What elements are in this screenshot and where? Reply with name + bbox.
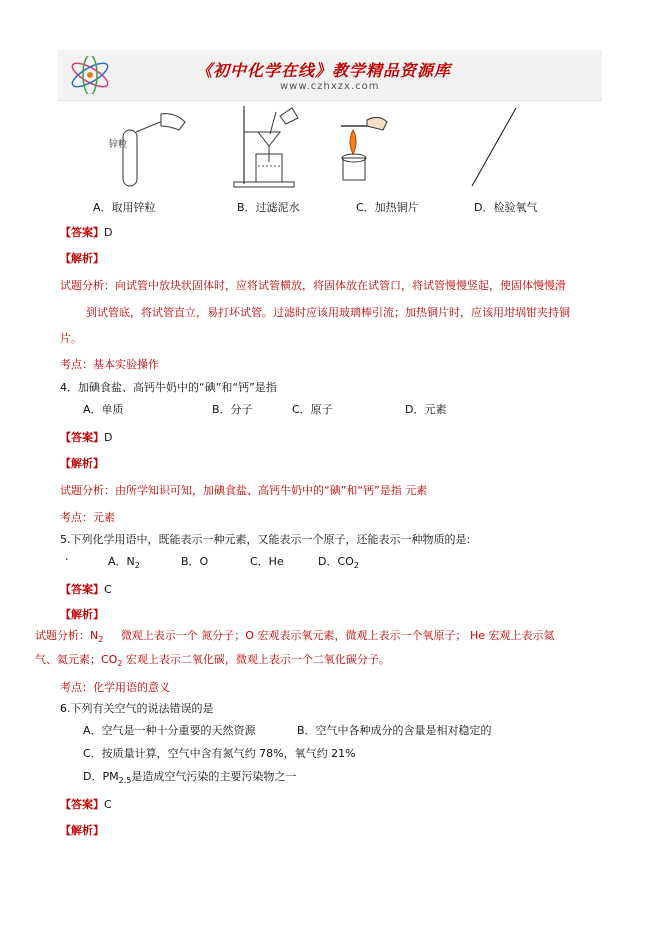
q5-option-d: D．$CO_2$ [318, 555, 359, 571]
q6-analysis-label: 【解析】 [60, 824, 104, 837]
q4-option-c: C．原子 [292, 403, 333, 416]
answer-value: D [104, 226, 113, 239]
filter-illustration [230, 104, 310, 190]
q6-stem: 6.下列有关空气的说法错误的是 [60, 702, 214, 715]
q5-stem: 5.下列化学用语中，既能表示一种元素，又能表示一个原子，还能表示一种物质的是: [60, 533, 471, 546]
q6-option-b: B．空气中各种成分的含量是相对稳定的 [297, 724, 492, 737]
q5-analysis-line2: 气、氦元素；$CO_2$ 宏观上表示二氧化碳，微观上表示一个二氧化碳分子。 [35, 653, 390, 669]
q5-answer: 【答案】C [60, 583, 112, 596]
q6-answer: 【答案】C [60, 798, 112, 811]
banner-url: www.czhxzx.com [280, 81, 380, 92]
q5-option-b: B．O [181, 555, 209, 568]
q3-option-d: D．检验氧气 [474, 201, 538, 214]
q3-option-a: A．取用锌粒 [93, 201, 156, 214]
q5-bullet: · [65, 553, 69, 566]
q3-option-b: B．过滤泥水 [237, 201, 300, 214]
q4-option-b: B．分子 [212, 403, 253, 416]
q3-option-c: C．加热铜片 [356, 201, 419, 214]
q3-answer [60, 224, 112, 240]
q4-analysis-label: 【解析】 [60, 457, 104, 470]
q3-analysis-line3: 片。 [60, 332, 82, 345]
answer-label: 【答案】 [60, 226, 104, 239]
heating-illustration [337, 108, 397, 186]
q4-option-d: D．元素 [405, 403, 447, 416]
q4-option-a: A．单质 [83, 403, 124, 416]
oxygen-check-line [468, 106, 520, 188]
tube-label: 锌粒 [109, 140, 128, 150]
q3-analysis-line2: 到试管底，将试管直立，易打坏试管。过滤时应该用玻璃棒引流；加热铜片时，应该用坩埚钳夹持铜 [86, 306, 570, 319]
q5-option-c: C．He [250, 555, 284, 568]
q6-option-d: D．$PM_{2.5}$是造成空气污染的主要污染物之一 [83, 770, 297, 786]
q3-kaodian: 考点：基本实验操作 [60, 358, 159, 371]
q4-analysis: 试题分析：由所学知识可知，加碘食盐、高钙牛奶中的“碘”和“钙”是指 元素 [60, 484, 428, 497]
q5-analysis-line1: 试题分析：$N_2$ 微观上表示一个 氮分子；O 宏观表示氧元素，微观上表示一个氧原子； He 宏观上表示氦 [35, 629, 555, 645]
q4-kaodian: 考点：元素 [60, 511, 115, 524]
q4-answer: 【答案】D [60, 431, 113, 444]
q5-option-a: A．$N_2$ [108, 555, 140, 571]
banner-title: 《初中化学在线》教学精品资源库 [196, 61, 452, 80]
q4-stem: 4．加碘食盐、高钙牛奶中的“碘”和“钙”是指 [60, 381, 277, 394]
banner [58, 50, 602, 101]
q3-analysis-line1: 试题分析：向试管中放块状固体时，应将试管横放，将固体放在试管口，将试管慢慢竖起，使固体慢慢滑 [60, 279, 566, 292]
q6-option-c: C．按质量计算，空气中含有氮气约 78%，氧气约 21% [83, 747, 356, 760]
q6-option-a: A．空气是一种十分重要的天然资源 [83, 724, 256, 737]
q5-kaodian: 考点：化学用语的意义 [60, 681, 170, 694]
zinc-tube-illustration [103, 110, 193, 192]
atom-logo-icon [66, 56, 114, 94]
q3-analysis-label: 【解析】 [60, 252, 104, 265]
q5-analysis-label: 【解析】 [60, 608, 104, 621]
